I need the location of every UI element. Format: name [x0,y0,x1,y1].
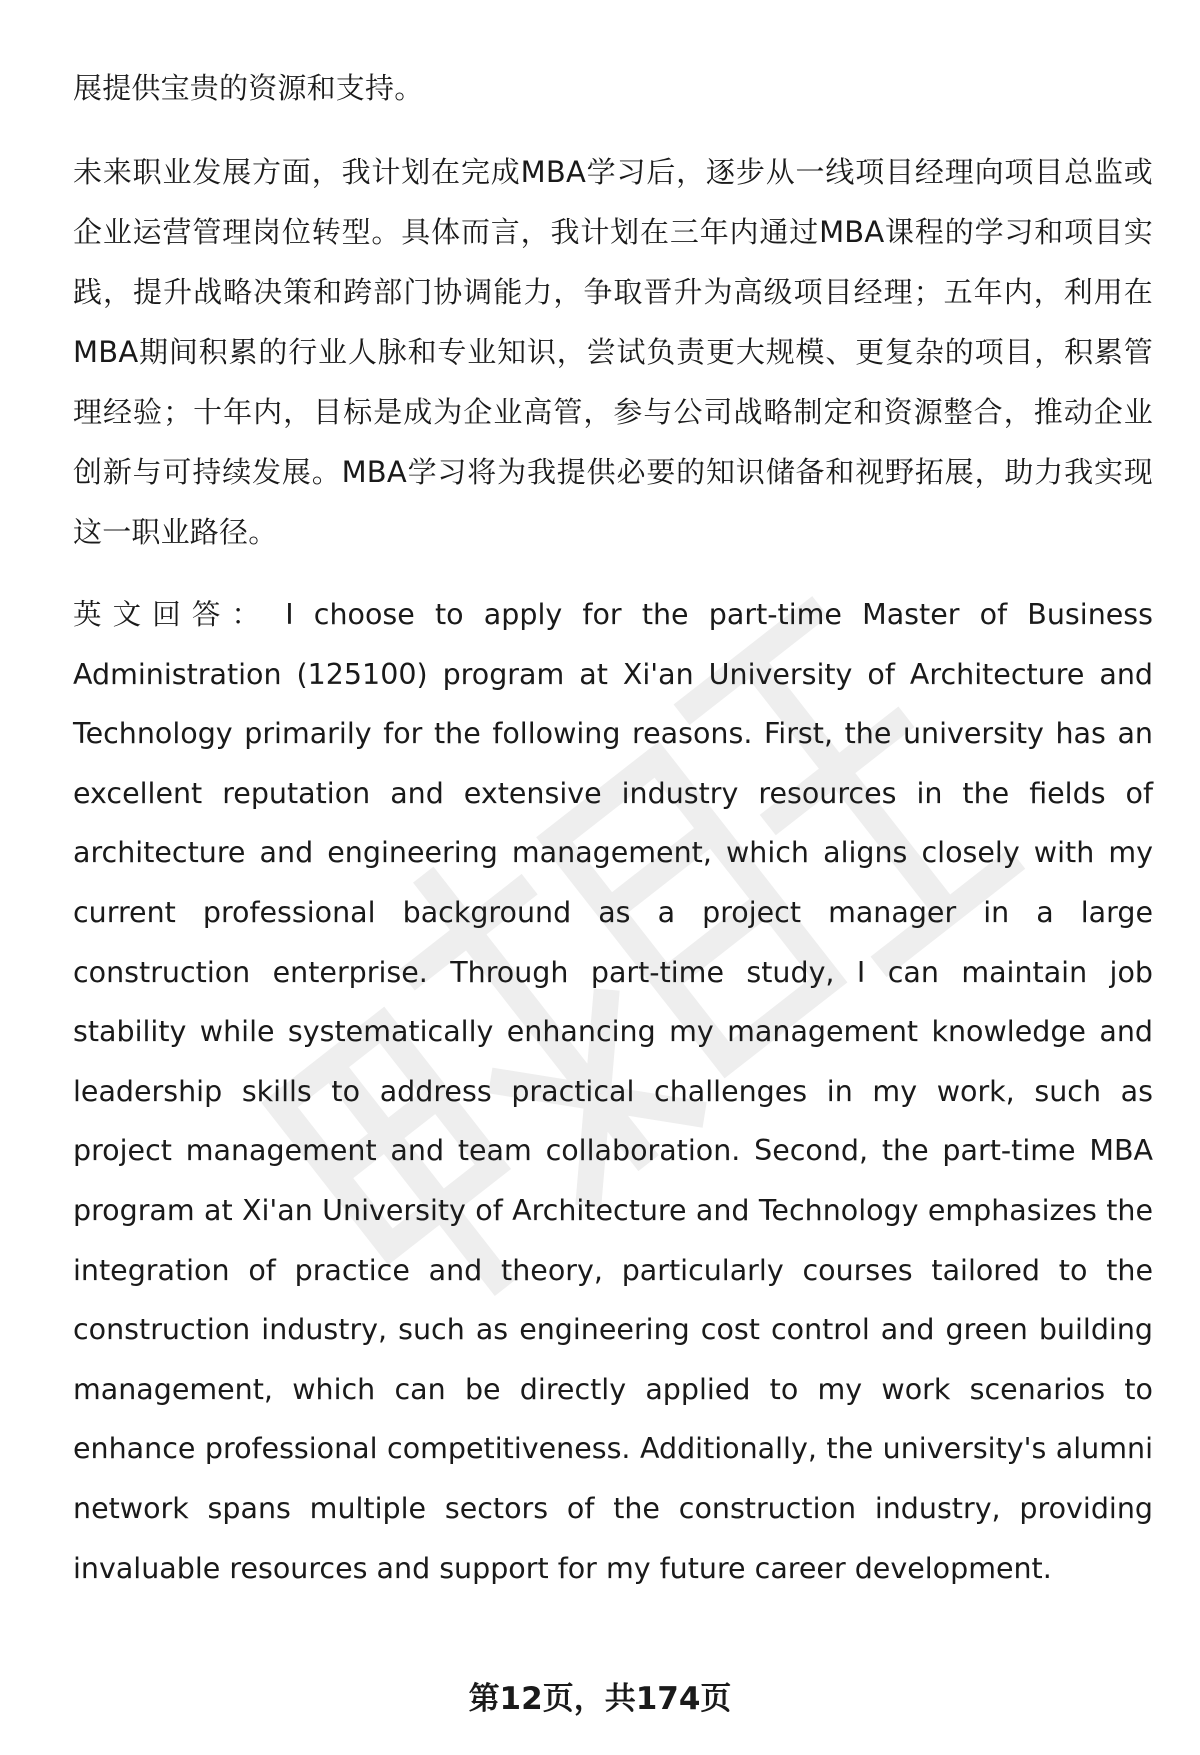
page-number-footer: 第12页，共174页 [468,1681,732,1717]
main-content [73,58,1153,1598]
paragraph-career-plan: 未来职业发展方面，我计划在完成MBA学习后，逐步从一线项目经理向项目总监或企业运营管理岗位转型。具体而言，我计划在三年内通过MBA课程的学习和项目实践，提升战略决策和跨部门协调能力，争取晋升为高级项目经理；五年内，利用在MBA期间积累的行业人脉和专业知识，尝试负责更大规模、更复杂的项目，积累管理经验；十年内，目标是成为企业高管，参与公司战略制定和资源整合，推动企业创新与可持续发展。MBA学习将为我提供必要的知识储备和视野拓展，助力我实现这一职业路径。 [73,155,1153,549]
paragraph-continuation: 展提供宝贵的资源和支持。 [73,71,424,105]
paragraph-english-answer [73,585,1153,1598]
english-answer-text: I choose to apply for the part-time Master of Business Administration (125100) program at Xi'an University of Architecture and Technology primarily for the following reasons. First, the university has an excellent reputation and extensive industry resources in the fields of architecture and engineering management, which aligns closely with my current professional background as a project manager in a large construction enterprise. Through part-time study, I can maintain job stability while systematically enhancing my management knowledge and leadership skills to address practical challenges in my work, such as project management and team collaboration. Second, the part-time MBA program at Xi'an University of Architecture and Technology emphasizes the integration of practice and theory, particularly courses tailored to the construction industry, such as engineering cost control and green building management, which can be directly applied to my work scenarios to enhance professional competitiveness. Additionally, the university's alumni network spans multiple sectors of the construction industry, providing invaluable resources and support for my future career development. [73,598,1153,1585]
english-answer-label: 英文回答： [73,598,272,631]
